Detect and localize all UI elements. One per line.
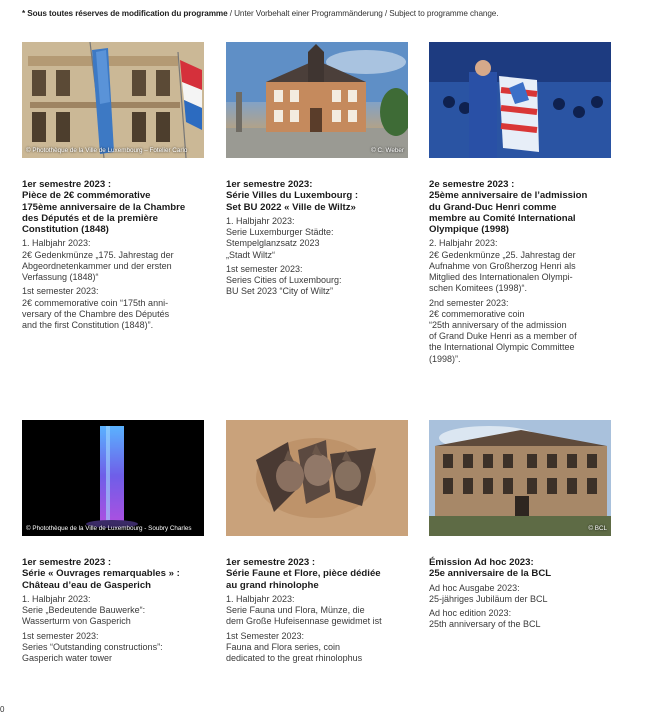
heading-line: 1er semestre 2023 :: [22, 557, 112, 568]
german-text: [22, 594, 204, 628]
english-text: [22, 286, 204, 331]
heading-line: Série Faune et Flore, pièce dédiée: [226, 568, 381, 580]
photo-horseshoe-bats: [226, 420, 408, 536]
programme-notice: [22, 9, 632, 18]
text-line: versary of the Chambre des Députés: [22, 308, 170, 319]
english-text: [226, 264, 408, 298]
heading-line: Série « Ouvrages remarquables » :: [22, 568, 180, 580]
heading-line: 2e semestre 2023 :: [429, 179, 515, 190]
text-line: and the first Constitution (1848)”.: [22, 319, 154, 330]
page-number: 0: [0, 705, 5, 714]
text-line: Ad hoc Ausgabe 2023:: [429, 582, 520, 593]
text-line: Verfassung (1848)“: [22, 272, 99, 283]
german-text: [429, 583, 611, 605]
heading-line: Pièce de 2€ commémorative: [22, 190, 151, 202]
text-line: 1st semester 2023:: [22, 286, 99, 297]
text-line: 1st semester 2023:: [226, 263, 303, 274]
text-line: 1. Halbjahr 2023:: [22, 238, 91, 249]
text-line: 2€ commemorative coin: [429, 308, 525, 319]
heading-line: Constitution (1848): [22, 224, 109, 236]
heading-line: 25ème anniversaire de l’admission: [429, 190, 588, 202]
text-line: Serie Luxemburger Städte:: [226, 227, 334, 238]
german-text: [226, 216, 408, 261]
text-line: Aufnahme von Großherzog Henri als: [429, 260, 576, 271]
heading-line: Olympique (1998): [429, 224, 509, 236]
card-chamber-coin: [22, 42, 204, 330]
text-line: dedicated to the great rhinolophus: [226, 652, 363, 663]
photo-wiltz-castle: [226, 42, 408, 158]
card-text: [22, 179, 204, 331]
text-line: „Stadt Wiltz“: [226, 249, 276, 260]
text-line: of Grand Duke Henri as a member of: [429, 331, 577, 342]
heading-line: 1er semestre 2023 :: [22, 179, 112, 190]
card-heading: [429, 557, 611, 580]
card-heading: [22, 557, 204, 591]
card-text: [226, 557, 408, 664]
text-line: 2€ Gedenkmünze „25. Jahrestag der: [429, 249, 576, 260]
text-line: schen Komitees (1998)“.: [429, 283, 528, 294]
text-line: 2€ commemorative coin “175th anni-: [22, 297, 169, 308]
card-gasperich-tower: [22, 420, 204, 663]
text-line: (1998)”.: [429, 353, 461, 364]
photo-credit: © C. Weber: [371, 147, 404, 154]
heading-line: Série Villes du Luxembourg :: [226, 190, 359, 202]
card-bcl-anniversary: [429, 420, 611, 630]
heading-line: Château d’eau de Gasperich: [22, 579, 152, 591]
bats-illustration: [226, 420, 408, 536]
text-line: Serie „Bedeutende Bauwerke“:: [22, 605, 146, 616]
heading-line: 175ème anniversaire de la Chambre: [22, 201, 186, 213]
card-text: [226, 179, 408, 297]
text-line: Mitglied des Internationalen Olympi-: [429, 272, 573, 283]
card-rhinolophus-coin: [226, 420, 408, 663]
english-text: [22, 631, 204, 665]
heading-line: 1er semestre 2023 :: [226, 557, 316, 568]
text-line: Abgeordnetenkammer und der ersten: [22, 260, 172, 271]
text-line: 1st Semester 2023:: [226, 630, 305, 641]
heading-line: au grand rhinolophe: [226, 579, 319, 591]
notice-rest: / Unter Vorbehalt einer Programmänderung / Subject to programme change.: [227, 9, 499, 18]
text-line: 1. Halbjahr 2023:: [22, 593, 91, 604]
photo-chamber-building: [22, 42, 204, 158]
text-line: Ad hoc edition 2023:: [429, 608, 512, 618]
photo-bcl-building: [429, 420, 611, 536]
card-heading: [22, 179, 204, 235]
text-line: 1st semester 2023:: [22, 630, 99, 641]
text-line: 2. Halbjahr 2023:: [429, 238, 498, 249]
german-text: [22, 238, 204, 283]
photo-gasperich-water-tower: [22, 420, 204, 536]
card-wiltz-set: [226, 42, 408, 297]
text-line: the International Olympic Committee: [429, 342, 575, 353]
english-text: [429, 298, 611, 365]
card-heading: [429, 179, 611, 235]
english-text: [226, 631, 408, 665]
text-line: Series “Outstanding constructions”:: [22, 641, 163, 652]
building-flags-illustration: [22, 42, 204, 158]
text-line: 2€ Gedenkmünze „175. Jahrestag der: [22, 249, 174, 260]
card-text: [22, 557, 204, 664]
german-text: [226, 594, 408, 628]
text-line: Stempelglanzsatz 2023: [226, 238, 320, 249]
card-heading: [226, 557, 408, 591]
water-tower-illustration: [22, 420, 204, 536]
text-line: Gasperich water tower: [22, 652, 113, 663]
text-line: Fauna and Flora series, coin: [226, 641, 341, 652]
castle-illustration: [226, 42, 408, 158]
heading-line: du Grand-Duc Henri comme: [429, 201, 557, 213]
card-heading: [226, 179, 408, 213]
text-line: 25-jähriges Jubiläum der BCL: [429, 593, 548, 604]
german-text: [429, 238, 611, 294]
text-line: Wasserturm von Gasperich: [22, 616, 131, 627]
photo-credit: © BCL: [588, 525, 607, 532]
card-olympic-coin: [429, 42, 611, 364]
card-text: [429, 179, 611, 365]
card-text: [429, 557, 611, 630]
text-line: 2nd semester 2023:: [429, 297, 509, 308]
photo-credit: © Photothèque de la Ville de Luxembourg - Soubry Charles: [26, 525, 192, 532]
heading-line: membre au Comité International: [429, 212, 576, 224]
text-line: 1. Halbjahr 2023:: [226, 215, 295, 226]
english-text: [429, 608, 611, 630]
heading-line: 1er semestre 2023:: [226, 179, 313, 190]
text-line: BU Set 2023 “City of Wiltz”: [226, 286, 334, 297]
heading-line: Set BU 2022 « Ville de Wiltz»: [226, 201, 356, 213]
heading-line: des Députés et de la première: [22, 212, 158, 224]
text-line: 25th anniversary of the BCL: [429, 619, 541, 630]
text-line: 1. Halbjahr 2023:: [226, 593, 295, 604]
text-line: dem Große Hufeisennase gewidmet ist: [226, 616, 382, 627]
text-line: Series Cities of Luxembourg:: [226, 274, 342, 285]
notice-bold: * Sous toutes réserves de modification du programme: [22, 9, 228, 18]
bcl-building-illustration: [429, 420, 611, 536]
text-line: Serie Fauna und Flora, Münze, die: [226, 605, 365, 616]
heading-line: 25e anniversaire de la BCL: [429, 568, 552, 580]
photo-grand-duke-olympic: [429, 42, 611, 158]
stadium-illustration: [429, 42, 611, 158]
heading-line: Émission Ad hoc 2023:: [429, 557, 534, 568]
photo-credit: © Photothèque de la Ville de Luxembourg – Fotelier Carlo: [26, 147, 188, 154]
text-line: “25th anniversary of the admission: [429, 319, 567, 330]
